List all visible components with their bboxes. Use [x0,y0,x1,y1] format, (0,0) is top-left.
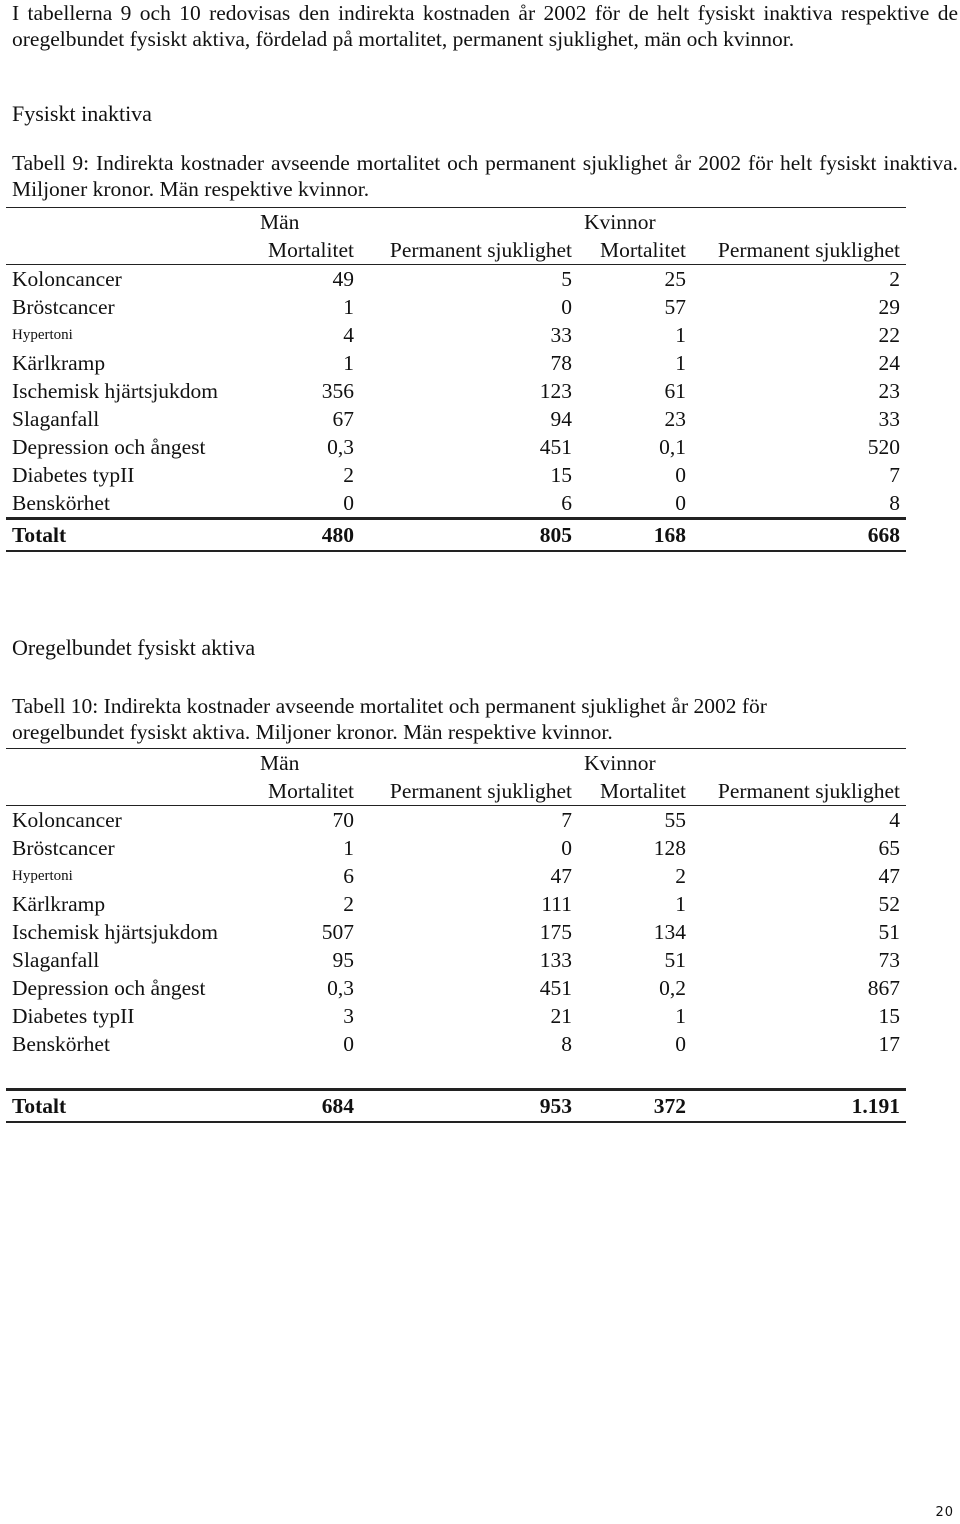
table-row [6,862,906,890]
table-row [6,377,906,405]
table-row [6,265,906,294]
col-men-mortality: Mortalitet [254,777,360,806]
cell: 33 [878,407,900,431]
row-label: Kärlkramp [12,351,106,375]
row-label: Diabetes typII [12,1004,135,1028]
row-label: Ischemisk hjärtsjukdom [12,379,219,403]
section-heading-inactive: Fysiskt inaktiva [12,101,152,126]
cell: 2 [343,463,354,487]
cell: 7 [561,808,572,832]
cell: 3 [343,1004,354,1028]
cell: 0 [343,1032,354,1056]
cell: 128 [653,836,686,860]
cell: 73 [878,948,900,972]
cell: 95 [332,948,354,972]
table-9 [6,207,906,552]
cell: 0,3 [327,435,354,459]
cell: 47 [550,864,572,888]
cell: 17 [878,1032,900,1056]
table-row [6,321,906,349]
cell: 684 [254,1090,360,1123]
table-spacer-row [6,1058,906,1090]
cell: 61 [664,379,686,403]
col-women-mortality: Mortalitet [578,777,692,806]
table-row [6,461,906,489]
cell: 65 [878,836,900,860]
cell: 6 [561,491,572,515]
cell: 52 [878,892,900,916]
cell: 49 [332,267,354,291]
col-men-permanent: Permanent sjuklighet [360,777,578,806]
intro-paragraph: I tabellerna 9 och 10 redovisas den indirekta kostnaden år 2002 för de helt fysiskt inaktiva respektive de oregelbundet fysiskt aktiva, fördelad på mortalitet, permanent sjuklighet, män och kvinnor. [12,1,958,51]
table-header-col-row [6,777,906,806]
cell: 1.191 [692,1090,906,1123]
cell: 1 [343,351,354,375]
table-row [6,1002,906,1030]
cell: 8 [561,1032,572,1056]
cell: 4 [343,323,354,347]
group-men-label: Män [254,749,360,778]
cell: 0,2 [659,976,686,1000]
cell: 451 [539,435,572,459]
table-10-caption: Tabell 10: Indirekta kostnader avseende mortalitet och permanent sjuklighet år 2002 för oregelbundet fysiskt aktiva. Miljoner kronor. Män respektive kvinnor. [12,694,767,744]
cell: 55 [664,808,686,832]
row-label: Diabetes typII [12,463,135,487]
cell: 2 [675,864,686,888]
cell: 0 [675,463,686,487]
row-label: Slaganfall [12,407,100,431]
page-number: 20 [935,1505,954,1520]
group-men-label: Män [254,208,360,237]
table-row [6,890,906,918]
cell: 24 [878,351,900,375]
cell: 356 [321,379,354,403]
cell: 51 [664,948,686,972]
row-label: Depression och ångest [12,976,206,1000]
table-9-caption: Tabell 9: Indirekta kostnader avseende mortalitet och permanent sjuklighet år 2002 för helt fysiskt inaktiva. Miljoner kronor. Män respektive kvinnor. [12,151,958,201]
table-header-group-row [6,208,906,237]
table-row [6,405,906,433]
table-header-group-row [6,749,906,778]
group-women-label: Kvinnor [578,208,692,237]
row-label: Ischemisk hjärtsjukdom [12,920,219,944]
cell: 805 [360,519,578,552]
table-row [6,918,906,946]
cell: 23 [878,379,900,403]
cell: 134 [653,920,686,944]
cell: 25 [664,267,686,291]
cell: 1 [675,892,686,916]
cell: 94 [550,407,572,431]
cell: 2 [343,892,354,916]
row-label: Koloncancer [12,808,122,832]
col-men-mortality: Mortalitet [254,236,360,265]
cell: 1 [675,1004,686,1028]
row-label: Hypertoni [12,327,73,343]
cell: 372 [578,1090,692,1123]
total-label: Totalt [6,519,254,552]
table-row [6,489,906,519]
table-row [6,946,906,974]
cell: 1 [675,351,686,375]
cell: 507 [321,920,354,944]
cell: 168 [578,519,692,552]
col-women-permanent: Permanent sjuklighet [692,236,906,265]
cell: 8 [889,491,900,515]
cell: 0 [675,491,686,515]
total-label: Totalt [6,1090,254,1123]
cell: 7 [889,463,900,487]
cell: 0 [561,295,572,319]
row-label: Benskörhet [12,491,110,515]
table-10 [6,748,906,1123]
cell: 15 [878,1004,900,1028]
row-label: Kärlkramp [12,892,106,916]
cell: 175 [539,920,572,944]
cell: 22 [878,323,900,347]
table-header-col-row [6,236,906,265]
cell: 111 [541,892,572,916]
table-row [6,834,906,862]
table-total-row [6,519,906,552]
table-row [6,349,906,377]
cell: 1 [675,323,686,347]
cell: 0 [343,491,354,515]
cell: 2 [889,267,900,291]
cell: 1 [343,836,354,860]
cell: 23 [664,407,686,431]
table-row [6,974,906,1002]
table-row [6,293,906,321]
cell: 70 [332,808,354,832]
cell: 520 [867,435,900,459]
col-women-permanent: Permanent sjuklighet [692,777,906,806]
row-label: Bröstcancer [12,295,115,319]
table-row [6,433,906,461]
cell: 1 [343,295,354,319]
cell: 123 [539,379,572,403]
cell: 0 [675,1032,686,1056]
cell: 51 [878,920,900,944]
row-label: Slaganfall [12,948,100,972]
table-row [6,806,906,835]
cell: 47 [878,864,900,888]
cell: 0,3 [327,976,354,1000]
row-label: Benskörhet [12,1032,110,1056]
col-men-permanent: Permanent sjuklighet [360,236,578,265]
cell: 953 [360,1090,578,1123]
cell: 33 [550,323,572,347]
group-women-label: Kvinnor [578,749,692,778]
cell: 867 [867,976,900,1000]
section-heading-irregular: Oregelbundet fysiskt aktiva [12,635,256,660]
cell: 29 [878,295,900,319]
row-label: Hypertoni [12,868,73,884]
table-total-row [6,1090,906,1123]
cell: 0 [561,836,572,860]
cell: 67 [332,407,354,431]
row-label: Bröstcancer [12,836,115,860]
cell: 5 [561,267,572,291]
row-label: Depression och ångest [12,435,206,459]
row-label: Koloncancer [12,267,122,291]
cell: 4 [889,808,900,832]
table-row [6,1030,906,1058]
cell: 6 [343,864,354,888]
cell: 668 [692,519,906,552]
cell: 78 [550,351,572,375]
cell: 15 [550,463,572,487]
cell: 451 [539,976,572,1000]
col-women-mortality: Mortalitet [578,236,692,265]
cell: 133 [539,948,572,972]
cell: 480 [254,519,360,552]
cell: 21 [550,1004,572,1028]
cell: 0,1 [659,435,686,459]
cell: 57 [664,295,686,319]
